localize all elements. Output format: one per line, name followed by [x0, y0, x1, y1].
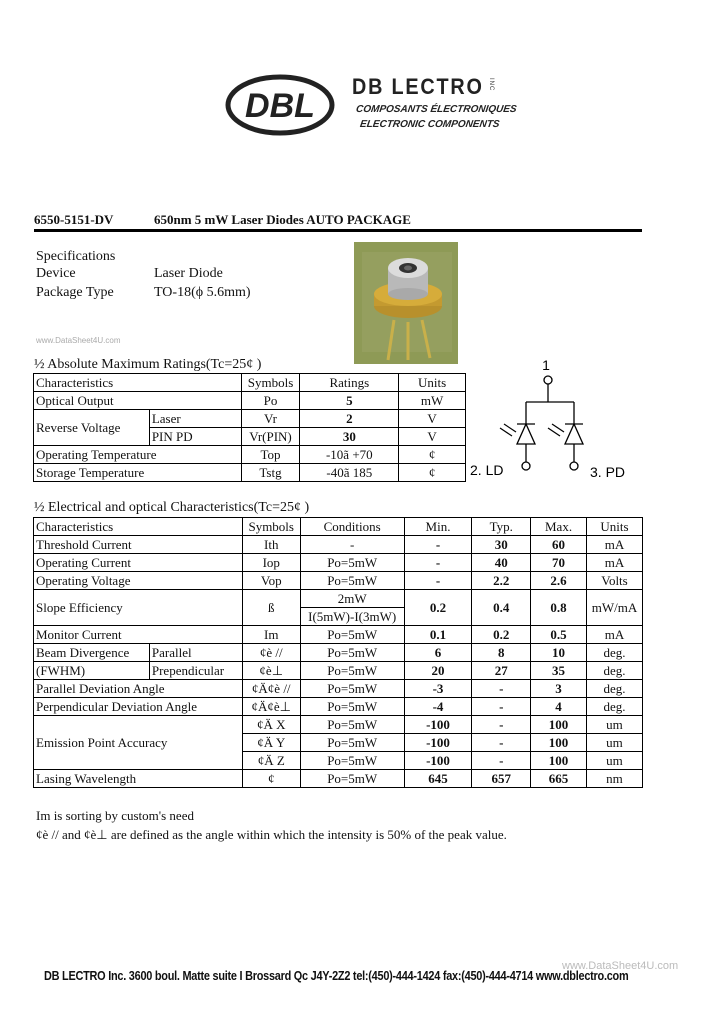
min-cell: -	[404, 536, 472, 554]
part-number: 6550-5151-DV	[34, 212, 114, 227]
spec-device-label: Device	[36, 266, 76, 281]
unit-cell: Volts	[586, 572, 642, 590]
min-cell: -100	[404, 734, 472, 752]
condition-cell: Po=5mW	[300, 770, 404, 788]
symbol-cell: Top	[241, 446, 300, 464]
footer-contact: DB LECTRO Inc. 3600 boul. Matte suite I Brossard Qc J4Y-2Z2 tel:(450)-444-1424 fax:(450)-444-4714 www.dblectro.com	[44, 968, 629, 983]
typ-cell: 30	[472, 536, 531, 554]
row-label: Perpendicular Deviation Angle	[34, 698, 243, 716]
row-label: Emission Point Accuracy	[34, 716, 243, 770]
header-cell: Conditions	[300, 518, 404, 536]
symbol-cell: Vr	[241, 410, 300, 428]
max-cell: 70	[531, 554, 587, 572]
symbol-cell: Po	[241, 392, 300, 410]
table-header-row	[34, 518, 643, 536]
table-row	[34, 644, 643, 662]
max-cell: 10	[531, 644, 587, 662]
max-cell: 60	[531, 536, 587, 554]
rating-cell: 2	[300, 410, 399, 428]
condition-cell: Po=5mW	[300, 644, 404, 662]
unit-cell: V	[399, 410, 466, 428]
abs-ratings-title: ½ Absolute Maximum Ratings(Tc=25¢ )	[34, 357, 262, 372]
typ-cell: 27	[472, 662, 531, 680]
min-cell: -3	[404, 680, 472, 698]
max-cell: 35	[531, 662, 587, 680]
symbol-cell: ¢è //	[242, 644, 300, 662]
symbol-cell: Tstg	[241, 464, 300, 482]
spec-package-label: Package Type	[36, 285, 114, 300]
unit-cell: mA	[586, 536, 642, 554]
pin2-label: 2. LD	[470, 462, 504, 478]
unit-cell: um	[586, 716, 642, 734]
row-label: Reverse Voltage	[34, 410, 150, 446]
spec-device-value: Laser Diode	[154, 266, 223, 281]
min-cell: 20	[404, 662, 472, 680]
min-cell: -	[404, 572, 472, 590]
product-photo	[354, 242, 458, 364]
min-cell: 645	[404, 770, 472, 788]
row-label: Slope Efficiency	[34, 590, 243, 626]
company-tagline-en: ELECTRONIC COMPONENTS	[359, 119, 501, 130]
condition-cell: Po=5mW	[300, 716, 404, 734]
typ-cell: -	[472, 698, 531, 716]
max-cell: 100	[531, 734, 587, 752]
row-label: Lasing Wavelength	[34, 770, 243, 788]
company-inc: INC	[488, 78, 494, 92]
rating-cell: -10ã +70	[300, 446, 399, 464]
symbol-cell: Im	[242, 626, 300, 644]
table-row	[34, 464, 466, 482]
condition-cell: Po=5mW	[300, 554, 404, 572]
unit-cell: deg.	[586, 662, 642, 680]
abs-ratings-table	[33, 373, 466, 482]
watermark-top: www.DataSheet4U.com	[36, 336, 121, 345]
table-row	[34, 626, 643, 644]
note-angle-definition: ¢è // and ¢è⊥ are defined as the angle within which the intensity is 50% of the peak value.	[36, 827, 507, 842]
watermark-bottom: www.DataSheet4U.com	[562, 960, 679, 972]
max-cell: 665	[531, 770, 587, 788]
max-cell: 100	[531, 716, 587, 734]
company-logo	[224, 72, 336, 138]
symbol-cell: ¢	[242, 770, 300, 788]
electrical-title: ½ Electrical and optical Characteristics(Tc=25¢ )	[34, 500, 310, 515]
min-cell: 0.1	[404, 626, 472, 644]
symbol-cell: ¢Ä Z	[242, 752, 300, 770]
typ-cell: -	[472, 734, 531, 752]
condition-cell: I(5mW)-I(3mW)	[300, 608, 404, 626]
unit-cell: mA	[586, 554, 642, 572]
pin1-label: 1	[542, 357, 550, 373]
symbol-cell: ¢Ä¢è //	[242, 680, 300, 698]
row-label: Storage Temperature	[34, 464, 242, 482]
header-cell: Typ.	[472, 518, 531, 536]
symbol-cell: ¢è⊥	[242, 662, 300, 680]
row-label: Threshold Current	[34, 536, 243, 554]
row-label: Operating Voltage	[34, 572, 243, 590]
condition-cell: Po=5mW	[300, 698, 404, 716]
pin-circuit-diagram	[470, 356, 636, 486]
unit-cell: nm	[586, 770, 642, 788]
unit-cell: ¢	[399, 446, 466, 464]
table-row	[34, 716, 643, 734]
table-row	[34, 392, 466, 410]
symbol-cell: ¢Ä Y	[242, 734, 300, 752]
max-cell: 4	[531, 698, 587, 716]
electrical-table	[33, 517, 643, 788]
typ-cell: 0.2	[472, 626, 531, 644]
symbol-cell: Iop	[242, 554, 300, 572]
symbol-cell: Ith	[242, 536, 300, 554]
max-cell: 2.6	[531, 572, 587, 590]
typ-cell: 2.2	[472, 572, 531, 590]
typ-cell: 8	[472, 644, 531, 662]
unit-cell: um	[586, 752, 642, 770]
min-cell: -4	[404, 698, 472, 716]
table-row	[34, 590, 643, 608]
min-cell: -100	[404, 716, 472, 734]
row-label: Operating Temperature	[34, 446, 242, 464]
table-row	[34, 554, 643, 572]
typ-cell: 0.4	[472, 590, 531, 626]
table-row	[34, 410, 466, 428]
condition-cell: Po=5mW	[300, 626, 404, 644]
title-rule	[34, 229, 642, 232]
max-cell: 0.5	[531, 626, 587, 644]
typ-cell: -	[472, 716, 531, 734]
typ-cell: 40	[472, 554, 531, 572]
header-cell: Symbols	[241, 374, 300, 392]
row-label: Monitor Current	[34, 626, 243, 644]
unit-cell: um	[586, 734, 642, 752]
typ-cell: 657	[472, 770, 531, 788]
unit-cell: ¢	[399, 464, 466, 482]
symbol-cell: ß	[242, 590, 300, 626]
condition-cell: Po=5mW	[300, 734, 404, 752]
unit-cell: deg.	[586, 680, 642, 698]
row-label: Beam Divergence	[34, 644, 150, 662]
condition-cell: Po=5mW	[300, 680, 404, 698]
table-row	[34, 680, 643, 698]
max-cell: 100	[531, 752, 587, 770]
header-cell: Units	[586, 518, 642, 536]
min-cell: 6	[404, 644, 472, 662]
header-cell: Units	[399, 374, 466, 392]
table-row	[34, 662, 643, 680]
row-label: Operating Current	[34, 554, 243, 572]
header-cell: Symbols	[242, 518, 300, 536]
table-header-row	[34, 374, 466, 392]
logo-text: DBL	[245, 87, 315, 125]
symbol-cell: Vop	[242, 572, 300, 590]
note-sorting: Im is sorting by custom's need	[36, 808, 194, 823]
symbol-cell: ¢Ä X	[242, 716, 300, 734]
unit-cell: mW	[399, 392, 466, 410]
condition-cell: -	[300, 536, 404, 554]
condition-cell: Po=5mW	[300, 662, 404, 680]
condition-cell: Po=5mW	[300, 752, 404, 770]
unit-cell: deg.	[586, 644, 642, 662]
table-row	[34, 446, 466, 464]
unit-cell: mA	[586, 626, 642, 644]
table-row	[34, 536, 643, 554]
rating-cell: 5	[300, 392, 399, 410]
table-row	[34, 698, 643, 716]
max-cell: 0.8	[531, 590, 587, 626]
unit-cell: V	[399, 428, 466, 446]
typ-cell: -	[472, 680, 531, 698]
sub-label: Laser	[149, 410, 241, 428]
min-cell: -	[404, 554, 472, 572]
header-cell: Min.	[404, 518, 472, 536]
spec-package-value: TO-18(ϕ 5.6mm)	[154, 285, 251, 300]
table-row	[34, 770, 643, 788]
row-label: (FWHM)	[34, 662, 150, 680]
header-cell: Characteristics	[34, 518, 243, 536]
company-tagline-fr: COMPOSANTS ÉLECTRONIQUES	[355, 104, 518, 115]
row-label: Parallel Deviation Angle	[34, 680, 243, 698]
condition-cell: Po=5mW	[300, 572, 404, 590]
company-name: DB LECTRO	[352, 74, 484, 99]
typ-cell: -	[472, 752, 531, 770]
row-label: Optical Output	[34, 392, 242, 410]
min-cell: -100	[404, 752, 472, 770]
unit-cell: mW/mA	[586, 590, 642, 626]
part-description: 650nm 5 mW Laser Diodes AUTO PACKAGE	[154, 212, 411, 227]
header-cell: Ratings	[300, 374, 399, 392]
symbol-cell: Vr(PIN)	[241, 428, 300, 446]
spec-heading: Specifications	[36, 249, 116, 264]
pin3-label: 3. PD	[590, 464, 626, 480]
table-row	[34, 572, 643, 590]
sub-label: Parallel	[149, 644, 242, 662]
rating-cell: -40ã 185	[300, 464, 399, 482]
symbol-cell: ¢Ä¢è⊥	[242, 698, 300, 716]
max-cell: 3	[531, 680, 587, 698]
sub-label: PIN PD	[149, 428, 241, 446]
sub-label: Prependicular	[149, 662, 242, 680]
header-cell: Characteristics	[34, 374, 242, 392]
unit-cell: deg.	[586, 698, 642, 716]
rating-cell: 30	[300, 428, 399, 446]
header-cell: Max.	[531, 518, 587, 536]
condition-cell: 2mW	[300, 590, 404, 608]
min-cell: 0.2	[404, 590, 472, 626]
